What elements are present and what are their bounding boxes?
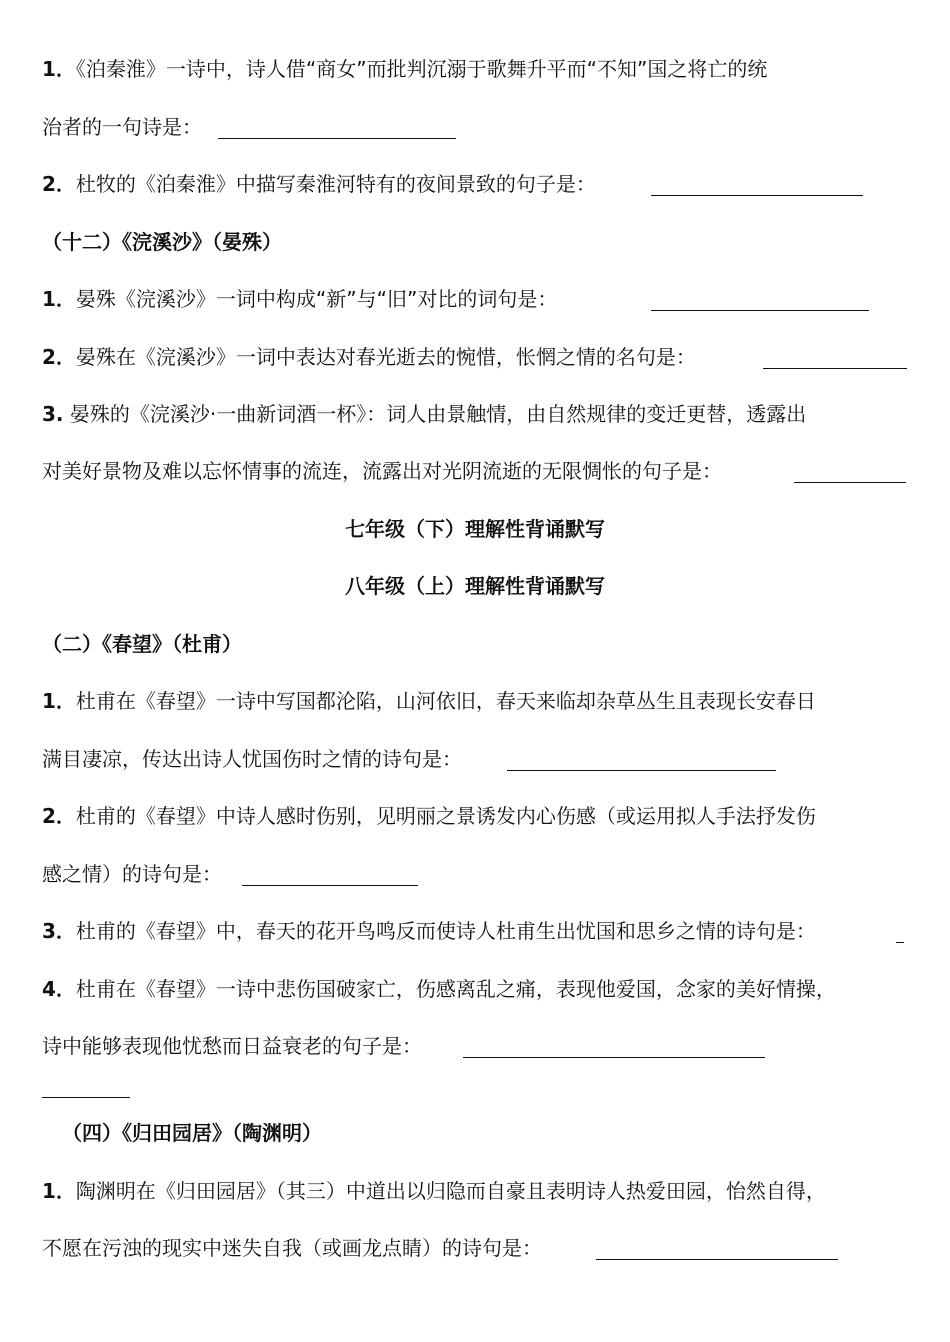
question-number: 1．: [42, 57, 76, 81]
question-text: 不愿在污浊的现实中迷失自我（或画龙点睛）的诗句是：: [42, 1236, 542, 1260]
answer-blank[interactable]: [651, 195, 863, 196]
question-number: 1．: [42, 1179, 76, 1203]
section-heading-4: [62, 1120, 322, 1146]
question-text: 晏殊的《浣溪沙·一曲新词酒一杯》：词人由景触情，由自然规律的变迁更替，透露出: [63, 402, 807, 426]
answer-blank[interactable]: [507, 770, 776, 771]
answer-blank[interactable]: [218, 138, 456, 139]
question-number: 1．: [42, 287, 76, 311]
answer-blank[interactable]: [596, 1259, 838, 1260]
question-text: 杜甫在《春望》一诗中写国都沦陷，山河依旧，春天来临却杂草丛生且表现长安春日: [75, 689, 816, 713]
question-number: 2．: [42, 172, 76, 196]
question-1-line-2: [42, 746, 462, 772]
question-text: 杜甫的《春望》中诗人感时伤别，见明丽之景诱发内心伤感（或运用拟人手法抒发伤: [75, 804, 816, 828]
question-text: 陶渊明在《归田园居》（其三）中道出以归隐而自豪且表明诗人热爱田园，怡然自得，: [75, 1179, 826, 1203]
grade-heading-8-upper: 八年级（上）理解性背诵默写: [345, 574, 605, 598]
question-3-line-2: [42, 458, 722, 484]
question-number: 4．: [42, 977, 76, 1001]
answer-blank[interactable]: [794, 482, 906, 483]
answer-blank[interactable]: [651, 310, 869, 311]
question-number: 3.: [42, 402, 64, 426]
question-1-line-1: [42, 1178, 826, 1204]
section-title: （四）《归田园居》（陶渊明）: [62, 1121, 322, 1145]
section-title: （二）《春望》（杜甫）: [42, 632, 242, 656]
question-text: 杜甫的《春望》中，春天的花开鸟鸣反而使诗人杜甫生出忧国和思乡之情的诗句是：: [75, 919, 816, 943]
question-text: 《泊秦淮》一诗中，诗人借“商女”而批判沉溺于歌舞升平而“不知”国之将亡的统: [75, 57, 768, 81]
question-number: 1．: [42, 689, 76, 713]
question-4-line-1: [42, 976, 836, 1002]
question-number: 3．: [42, 919, 76, 943]
question-text: 感之情）的诗句是：: [42, 862, 222, 886]
question-4-line-2: [42, 1033, 422, 1059]
question-1-line-2: [42, 1235, 542, 1261]
question-1-line: [42, 286, 557, 312]
question-2-line: [42, 344, 696, 370]
question-text: 满目凄凉，传达出诗人忧国伤时之情的诗句是：: [42, 747, 462, 771]
question-text: 晏殊《浣溪沙》一词中构成“新”与“旧”对比的词句是：: [75, 287, 558, 311]
question-1-line-1: [42, 688, 816, 714]
answer-blank[interactable]: [896, 942, 904, 943]
question-1-line-1: [42, 56, 767, 82]
question-3-line-1: [42, 401, 806, 427]
question-3-line: [42, 918, 816, 944]
answer-blank[interactable]: [463, 1057, 765, 1058]
question-text: 治者的一句诗是：: [42, 115, 202, 139]
grade-heading-7-lower: 七年级（下）理解性背诵默写: [345, 517, 605, 541]
question-text: 杜牧的《泊秦淮》中描写秦淮河特有的夜间景致的句子是：: [75, 172, 596, 196]
section-heading-2: [42, 631, 242, 657]
answer-blank-continuation[interactable]: [42, 1097, 130, 1098]
question-2-line: [42, 171, 596, 197]
question-2-line-1: [42, 803, 816, 829]
question-text: 对美好景物及难以忘怀情事的流连，流露出对光阴流逝的无限惆怅的句子是：: [42, 459, 722, 483]
question-number: 2．: [42, 804, 76, 828]
section-title: （十二）《浣溪沙》（晏殊）: [42, 230, 282, 254]
question-number: 2．: [42, 345, 76, 369]
question-1-line-2: [42, 114, 202, 140]
question-text: 杜甫在《春望》一诗中悲伤国破家亡，伤感离乱之痛，表现他爱国，念家的美好情操，: [75, 977, 836, 1001]
question-text: 晏殊在《浣溪沙》一词中表达对春光逝去的惋惜，怅惘之情的名句是：: [75, 345, 696, 369]
section-heading-12: [42, 229, 282, 255]
answer-blank[interactable]: [242, 885, 418, 886]
question-2-line-2: [42, 861, 222, 887]
answer-blank[interactable]: [763, 368, 907, 369]
question-text: 诗中能够表现他忧愁而日益衰老的句子是：: [42, 1034, 422, 1058]
